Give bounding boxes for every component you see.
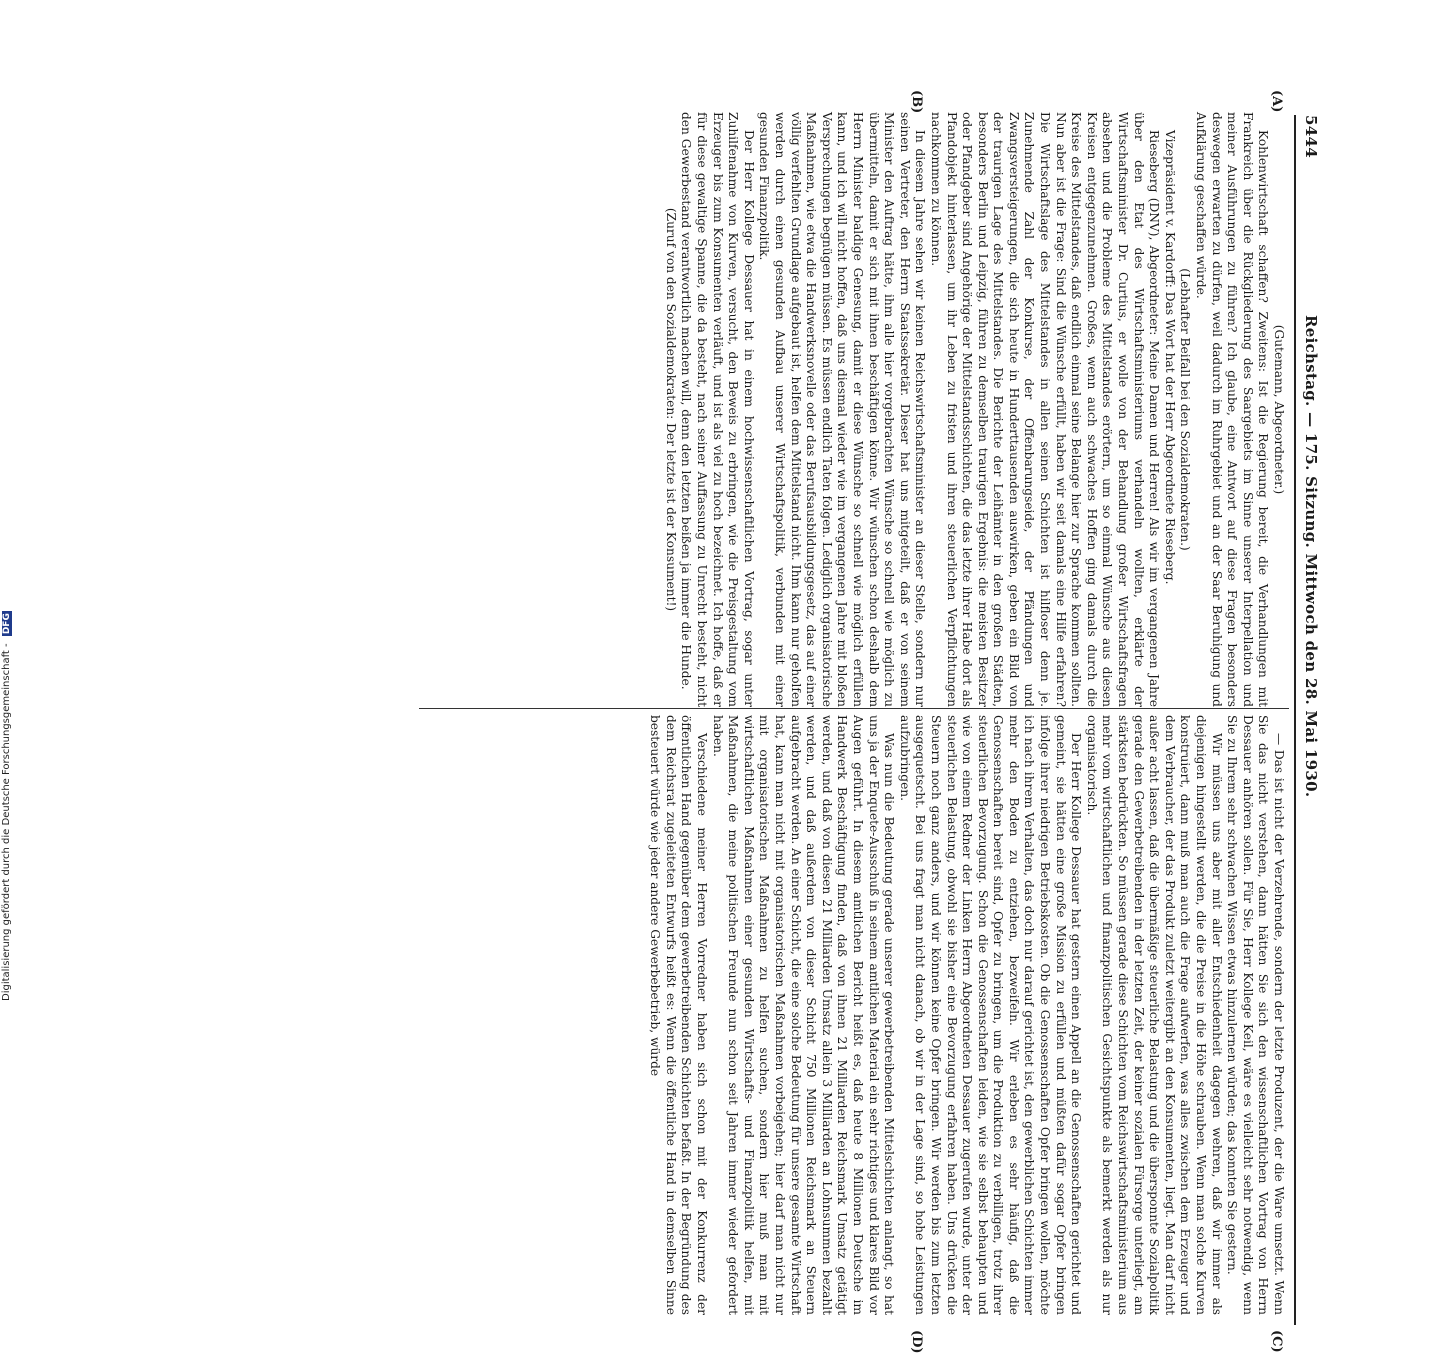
- column-divider: [419, 708, 1289, 709]
- paragraph: — Das ist nicht der Verzehrende, sondern der letzte Produzent, der die Ware umsetzt. Wenn Sie das nicht verstehen, dann hätten Sie sich den wissenschaftlichen Vortrag von Herrn Dessauer anhören sollen. Für Sie, Herr Kollege Keil, wäre es vielleicht sehr notwendig, wenn Sie zu Ihrem sehr schwachen Wissen etwas hinzulernen würden; das konnten Sie gestern.: [1225, 715, 1286, 1315]
- page-header: [1298, 115, 1324, 905]
- page-number: 5444: [1302, 115, 1320, 158]
- paragraph: Der Herr Kollege Dessauer hat gestern einen Appell an die Genossenschaften gerichtet und gemeint, sie hätten eine große Mission zu erfüllen und müßten dafür sogar Opfer bringen infolge ihrer niedrigen Betriebskosten. Ob die Genossenschaften Opfer bringen wollen, möchte ich nach ihrem Verhalten, das doch nur darauf gerichtet ist, den gewerblichen Schichten immer mehr den Boden zu entziehen, bezweifeln. Wir erleben es sehr häufig, daß die Genossenschaften bereit sind, Opfer zu bringen, um die Produktion zu verbilligen, trotz ihrer steuerlichen Bevorzugung. Schon die Genossenschaften leiden, wie sie selbst behaupten und wie von einem Redner der Linken Herrn Abgeordneten Dessauer zugerufen wurde, unter der steuerlichen Belastung, obwohl sie bisher eine Bevorzugung erfahren haben. Uns drücken die Steuern noch ganz anders, und wir können keine Opfer bringen. Wir werden bis zum letzten ausgequetscht. Bei uns fragt man nicht danach, ob wir in der Lage sind, so hohe Leistungen aufzubringen.: [897, 715, 1084, 1315]
- interjection-note: (Zuruf von den Sozialdemokraten: Der letzte ist der Konsument!): [663, 207, 678, 612]
- paragraph-president: Vizepräsident v. Kardorff: Das Wort hat der Herr Abgeordnete Rieseberg.: [1162, 130, 1177, 585]
- paragraph: Verschiedene meiner Herren Vorredner haben sich schon mit der Konkurrenz der öffentlichen Hand gegenüber dem gewerbetreibenden Schichten befaßt. In der Begründung des dem Reichsrat zugeleiteten Entwurfs heißt es: Wenn die öffentliche Hand in demselben Sinne besteuert würde wie jeder andere Gewerbebetrieb, würde: [648, 715, 710, 1315]
- margin-marker-b: (B): [909, 90, 924, 114]
- page-title: Reichstag. — 175. Sitzung. Mittwoch den 28. Mai 1930.: [1302, 315, 1320, 798]
- page-content: [34, 0, 1434, 1354]
- applause-note: (Lebhafter Beifall bei den Sozialdemokraten.): [1178, 268, 1193, 551]
- speaker-note: (Gutemann, Abgeordneter.): [1272, 324, 1286, 495]
- text-column-right: [647, 715, 1286, 1315]
- paragraph-speech: Rieseberg (DNV), Abgeordneter: Meine Damen und Herren! Als wir im vergangenen Jahre über den Etat des Wirtschaftsministeriums verhandeln wollten, erklärte der Wirtschaftsminister Dr. Curtius, er wolle von der Behandlung großer Wirtschaftsfragen absehen und die Probleme des Mittelstandes erörtern, um so einmal Wünsche aus diesen Kreisen entgegenzunehmen. Großes, wenn auch schwaches Hoffen ging damals durch die Kreise des Mittelstandes, daß endlich einmal seine Belange hier zur Sprache kommen sollten. Nun aber ist die Frage: Sind die Wünsche erfüllt, haben wir seit damals eine Hilfe erfahren? Die Wirtschaftslage des Mittelstandes in allen seinen Schichten ist hilfloser denn je. Zunehmende Zahl der Konkurse, der Offenbarungseide, der Pfändungen und Zwangsversteigerungen, die sich heute in Hunderttausenden auswirken, geben ein Bild von der traurigen Lage des Mittelstandes. Die Berichte der Leihämter in den großen Städten, besonders Berlin und Leipzig, führen zu demselben traurigen Ergebnis: die meisten Besitzer oder Pfandgeber sind Angehörige der Mittelstandsschichten, die das letzte ihrer Habe dort als Pfandobjekt hinterlassen, um ihr Leben zu fristen und ihren steuerlichen Verpflichtungen nachkommen zu können.: [928, 112, 1162, 707]
- header-rule: [1294, 115, 1296, 1325]
- paragraph: Kohlenwirtschaft schaffen? Zweitens: Ist die Regierung bereit, die Verhandlungen mit Frankreich über die Rückgliederung des Saargebiets im Sinne unserer Interpellation und meiner Ausführungen zu führen? Ich glaube, eine Antwort auf diese Fragen besonders deswegen erwarten zu dürfen, weil dadurch im Ruhrgebiet und an der Saar Beruhigung und Aufklärung geschaffen würde.: [1194, 112, 1271, 707]
- dfg-logo: DFG: [2, 613, 12, 635]
- text-column-left: [662, 112, 1286, 707]
- margin-marker-c: (C): [1269, 1330, 1284, 1353]
- margin-marker-a: (A): [1269, 90, 1284, 113]
- margin-marker-d: (D): [909, 1330, 924, 1354]
- digitization-note: [1, 1, 15, 1001]
- digitization-note-text: Digitalisierung gefördert durch die Deutsche Forschungsgemeinschaft -: [1, 643, 12, 1001]
- paragraph: Wir müssen uns aber mit aller Entschiedenheit dagegen wehren, daß wir immer als diejenigen hingestellt werden, die die Preise in die Höhe schrauben. Wenn man solche Kurven konstruiert, dann muß man auch die Frage aufwerfen, was alles zwischen dem Erzeuger und dem Verbraucher, der das Produkt zuletzt weitergibt an den Konsumenten, liegt. Man darf nicht außer acht lassen, daß die übermäßige steuerliche Belastung und die übersponnte Sozialpolitik gerade den Gewerbetreibenden in der letzten Zeit, der keiner sozialen Fürsorge unterliegt, am stärksten bedrückten. So müssen gerade diese Schichten vom Reichswirtschaftsministerium aus mehr vom wirtschaftlichen und finanzpolitischen Gesichtspunkte als bemerkt werden als nur organisatorisch.: [1084, 715, 1224, 1315]
- paragraph: In diesem Jahre sehen wir keinen Reichswirtschaftsminister an dieser Stelle, sondern nur seinen Vertreter, den Herrn Staatssekretär. Dieser hat uns mitgeteilt, daß er von seinem Minister den Auftrag hätte, ihm alle hier vorgebrachten Wünsche so schnell wie möglich zu übermitteln, damit er sich mit ihnen beschäftigen könne. Wir wünschen schon deshalb dem Herrn Minister baldige Genesung, damit er diese Wünsche so schnell wie möglich erfüllen kann, und ich will nicht hoffen, daß uns diesmal wieder wie im vergangenen Jahre mit bloßen Versprechungen begnügen müssen. Es müssen endlich Taten folgen. Lediglich organisatorische Maßnahmen, wie etwa die Handwerksnovelle oder das Berufsausbildungsgesetz, das auf einer völlig verfehlten Grundlage aufgebaut ist, helfen dem Mittelstand nicht. Ihm kann nur geholfen werden durch einen gesunden Aufbau unserer Wirtschaftspolitik, verbunden mit einer gesunden Finanzpolitik.: [757, 112, 928, 707]
- paragraph: Der Herr Kollege Dessauer hat in einem hochwissenschaftlichen Vortrag, sogar unter Zuhilfenahme von Kurven, versucht, den Beweis zu erbringen, wie die Preisgestaltung vom Erzeuger bis zum Konsumenten verläuft, und ist als viel zu hoch bezeichnet. Ich hoffe, daß er für diese gewaltige Spanne, die da besteht, nach seiner Auffassung zu Unrecht besteht, nicht den Gewerbestand verantwortlich machen will, denn den letzten beißen ja immer die Hunde.: [679, 112, 756, 707]
- paragraph: Was nun die Bedeutung gerade unserer gewerbetreibenden Mittelschichten anlangt, so hat uns ja der Enquete-Ausschuß in seinem amtlichen Material ein sehr richtiges und klares Bild vor Augen geführt. In diesem amtlichen Bericht heißt es, daß heute 8 Millionen Deutsche im Handwerk Beschäftigung finden, daß von ihnen 21 Milliarden Reichsmark Umsatz getätigt werden, und daß von diesen 21 Milliarden Umsatz allein 3 Milliarden an Lohnsummen bezahlt werden, und daß außerdem von dieser Schicht 750 Millionen Reichsmark an Steuern aufgebracht werden. An einer Schicht, die eine solche Bedeutung für unsere gesamte Wirtschaft hat, kann man nicht mit organisatorischen Maßnahmen vorbeigehen; hier darf man nicht nur mit organisatorischen Maßnahmen zu helfen suchen, sondern hier muß man mit wirtschaftlichen Maßnahmen einer gesunden Wirtschafts- und Finanzpolitik helfen, mit Maßnahmen, die meine politischen Freunde nun schon seit Jahren immer wieder gefordert haben.: [710, 715, 897, 1315]
